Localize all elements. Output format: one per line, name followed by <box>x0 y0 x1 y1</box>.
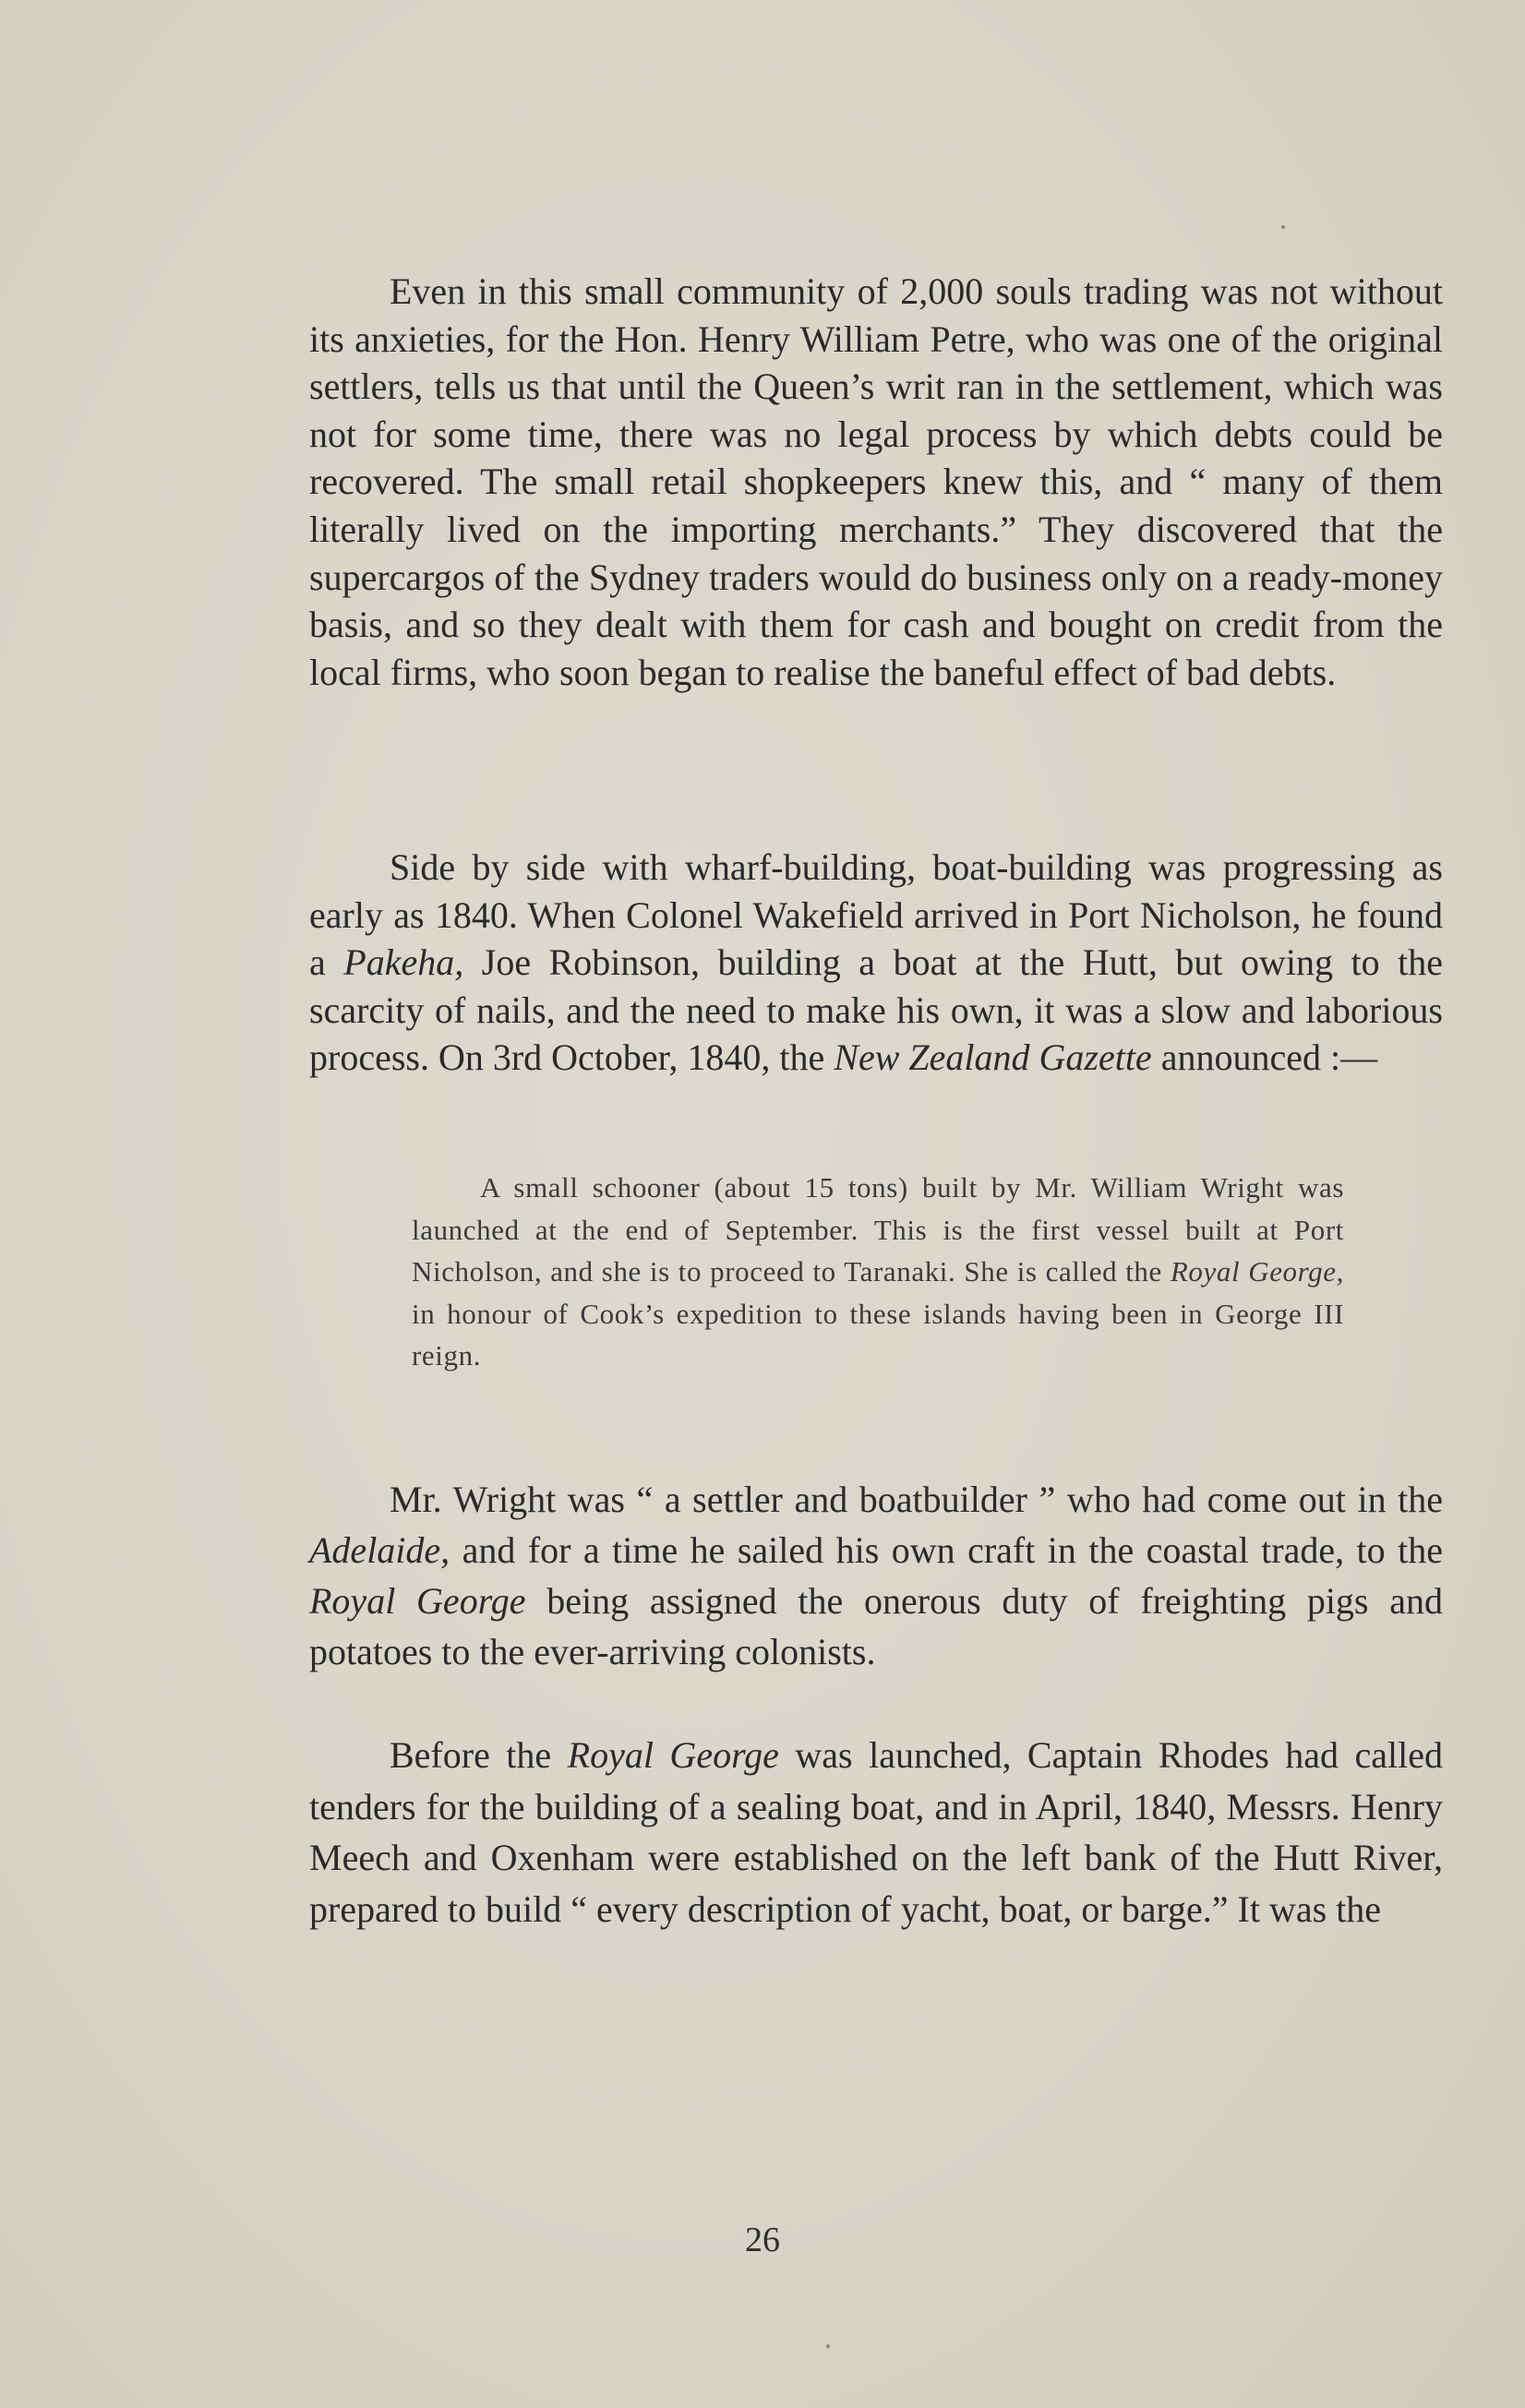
italic-ship-adelaide: Adelaide, <box>309 1529 450 1571</box>
paragraph-5-text-a: Before the <box>390 1734 568 1776</box>
italic-ship-name: Royal George <box>567 1734 779 1776</box>
paragraph-1: Even in this small community of 2,000 souls trading was not without its anxieties, for the Hon. Henry William Petre, who was one of the original settlers, tells us that until the Queen’s writ ran in the settlement, which was not for some time, there was no legal process by which debts could be recovered. The small retail shopkeepers knew this, and “ many of them literally lived on the importing merchants.” They discovered that the supercargos of the Sydney traders would do business only on a ready-money basis, and so they dealt with them for cash and bought on credit from the local firms, who soon began to realise the baneful effect of bad debts. <box>309 270 1443 693</box>
paragraph-5 <box>309 1730 1443 1935</box>
quote-text-a: A small schooner (about 15 tons) built by Mr. William Wright was launched at the end of September. This is the first vessel built at Port Nicholson, and she is to proceed to Taranaki. She is called the <box>412 1171 1344 1288</box>
italic-pakeha: Pakeha, <box>343 941 464 984</box>
italic-newspaper-title: New Zealand Gazette <box>834 1036 1152 1079</box>
paragraph-4-text-b: and for a time he sailed his own craft in the coastal trade, to the <box>450 1529 1443 1571</box>
quote-text-b: in honour of Cook’s expedition to these islands having been in George III reign. <box>412 1297 1344 1372</box>
paragraph-2-text-b: Joe Robinson, building a boat at the Hutt, but owing to the scarcity of nails, and the need to make his own, it was a slow and laborious process. On 3rd October, 1840, the <box>309 941 1443 1079</box>
paper-speck <box>1281 225 1285 229</box>
paragraph-2-text-a: Side by side with wharf-building, boat-building was progressing as early as 1840. When Colonel Wakefield arrived in Port Nicholson, he found a <box>309 846 1443 984</box>
italic-ship-name: Royal George, <box>1170 1255 1344 1288</box>
paragraph-4-text-a: Mr. Wright was “ a settler and boatbuilder ” who had come out in the <box>390 1479 1443 1520</box>
paragraph-2-text-c: announced :— <box>1151 1036 1378 1079</box>
page-number: 26 <box>745 2221 780 2259</box>
paragraph-5-text-b: was launched, Captain Rhodes had called tenders for the building of a sealing boat, and in April, 1840, Messrs. Henry Meech and Oxenham were established on the left bank of the Hutt River, prepared to build “ every description of yacht, boat, or barge.” It was the <box>309 1734 1444 1930</box>
paragraph-2 <box>309 844 1443 1082</box>
block-quote <box>412 1167 1344 1377</box>
paragraph-4 <box>309 1474 1443 1677</box>
italic-ship-name: Royal George <box>309 1580 526 1622</box>
paragraph-4-text-c: being assigned the onerous duty of freighting pigs and potatoes to the ever-arriving colonists. <box>309 1580 1443 1672</box>
paper-speck <box>826 2344 830 2348</box>
